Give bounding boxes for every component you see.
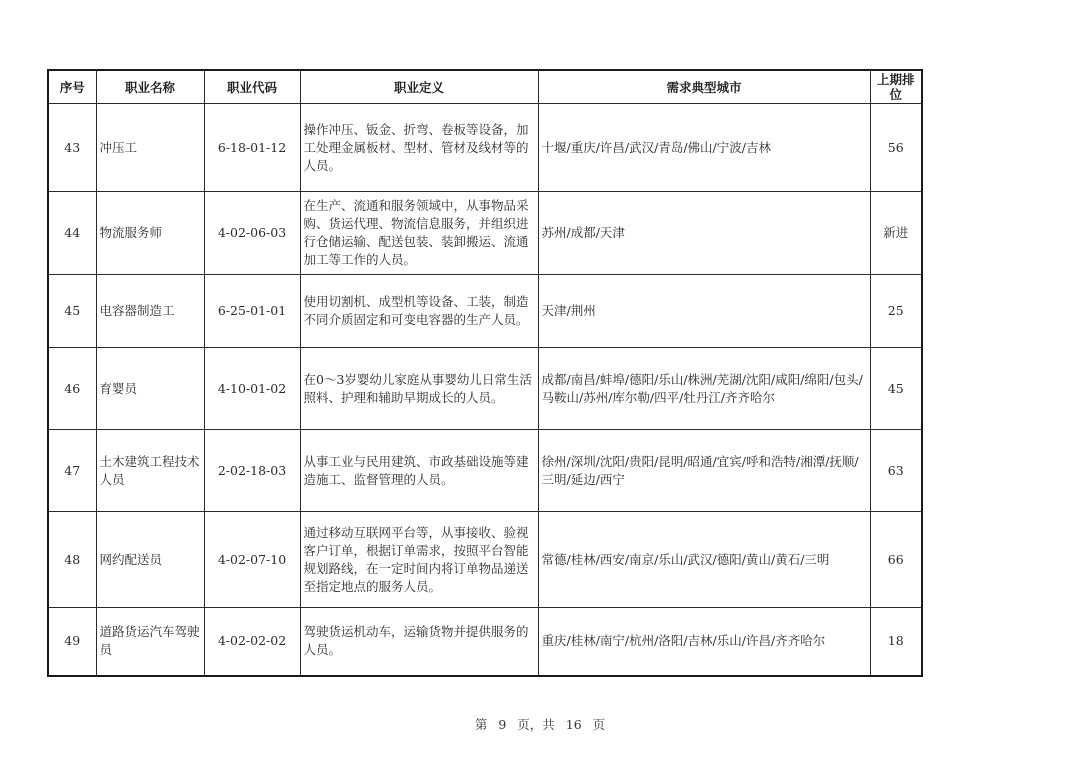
- cell-index: 46: [48, 348, 96, 430]
- header-prev-rank: 上期排位: [870, 70, 922, 104]
- cell-definition: 从事工业与民用建筑、市政基础设施等建造施工、监督管理的人员。: [300, 430, 538, 512]
- cell-name: 冲压工: [96, 104, 204, 192]
- cell-prev-rank: 56: [870, 104, 922, 192]
- table-row: [48, 608, 922, 676]
- cell-index: 47: [48, 430, 96, 512]
- page-footer: [0, 715, 1080, 733]
- header-cities: 需求典型城市: [538, 70, 870, 104]
- header-index: 序号: [48, 70, 96, 104]
- table-header-row: [48, 70, 922, 104]
- cell-definition: 使用切割机、成型机等设备、工装，制造不同介质固定和可变电容器的生产人员。: [300, 275, 538, 348]
- cell-prev-rank: 45: [870, 348, 922, 430]
- table-row: [48, 275, 922, 348]
- cell-index: 49: [48, 608, 96, 676]
- cell-index: 48: [48, 512, 96, 608]
- cell-definition: 在0～3岁婴幼儿家庭从事婴幼儿日常生活照料、护理和辅助早期成长的人员。: [300, 348, 538, 430]
- total-pages-number: 16: [565, 717, 582, 732]
- cell-name: 网约配送员: [96, 512, 204, 608]
- cell-code: 4-10-01-02: [204, 348, 300, 430]
- cell-name: 土木建筑工程技术人员: [96, 430, 204, 512]
- cell-index: 43: [48, 104, 96, 192]
- header-code: 职业代码: [204, 70, 300, 104]
- table-row: [48, 512, 922, 608]
- cell-cities: 成都/南昌/蚌埠/德阳/乐山/株洲/芜湖/沈阳/咸阳/绵阳/包头/马鞍山/苏州/库尔勒/四平/牡丹江/齐齐哈尔: [538, 348, 870, 430]
- cell-index: 44: [48, 192, 96, 275]
- cell-definition: 驾驶货运机动车，运输货物并提供服务的人员。: [300, 608, 538, 676]
- header-name: 职业名称: [96, 70, 204, 104]
- cell-cities: 徐州/深圳/沈阳/贵阳/昆明/昭通/宜宾/呼和浩特/湘潭/抚顺/三明/延边/西宁: [538, 430, 870, 512]
- cell-cities: 常德/桂林/西安/南京/乐山/武汉/德阳/黄山/黄石/三明: [538, 512, 870, 608]
- cell-prev-rank: 66: [870, 512, 922, 608]
- cell-name: 育婴员: [96, 348, 204, 430]
- cell-code: 6-18-01-12: [204, 104, 300, 192]
- cell-definition: 操作冲压、钣金、折弯、卷板等设备，加工处理金属板材、型材、管材及线材等的人员。: [300, 104, 538, 192]
- cell-code: 4-02-07-10: [204, 512, 300, 608]
- occupation-table: [47, 69, 923, 677]
- current-page-number: 9: [498, 717, 507, 732]
- table-row: [48, 104, 922, 192]
- cell-code: 4-02-06-03: [204, 192, 300, 275]
- page-suffix: 页: [592, 717, 606, 732]
- cell-name: 物流服务师: [96, 192, 204, 275]
- cell-prev-rank: 25: [870, 275, 922, 348]
- cell-cities: 重庆/桂林/南宁/杭州/洛阳/吉林/乐山/许昌/齐齐哈尔: [538, 608, 870, 676]
- cell-code: 2-02-18-03: [204, 430, 300, 512]
- cell-prev-rank: 63: [870, 430, 922, 512]
- cell-cities: 十堰/重庆/许昌/武汉/青岛/佛山/宁波/吉林: [538, 104, 870, 192]
- table-row: [48, 430, 922, 512]
- table-row: [48, 192, 922, 275]
- cell-name: 道路货运汽车驾驶员: [96, 608, 204, 676]
- cell-code: 6-25-01-01: [204, 275, 300, 348]
- cell-prev-rank: 新进: [870, 192, 922, 275]
- page-mid-text: 页，共: [517, 717, 555, 732]
- page-prefix: 第: [474, 717, 488, 732]
- cell-cities: 天津/荆州: [538, 275, 870, 348]
- header-definition: 职业定义: [300, 70, 538, 104]
- cell-definition: 在生产、流通和服务领域中，从事物品采购、货运代理、物流信息服务，并组织进行仓储运输、配送包装、装卸搬运、流通加工等工作的人员。: [300, 192, 538, 275]
- cell-cities: 苏州/成都/天津: [538, 192, 870, 275]
- cell-definition: 通过移动互联网平台等，从事接收、验视客户订单，根据订单需求，按照平台智能规划路线，在一定时间内将订单物品递送至指定地点的服务人员。: [300, 512, 538, 608]
- cell-index: 45: [48, 275, 96, 348]
- table-row: [48, 348, 922, 430]
- cell-prev-rank: 18: [870, 608, 922, 676]
- cell-name: 电容器制造工: [96, 275, 204, 348]
- cell-code: 4-02-02-02: [204, 608, 300, 676]
